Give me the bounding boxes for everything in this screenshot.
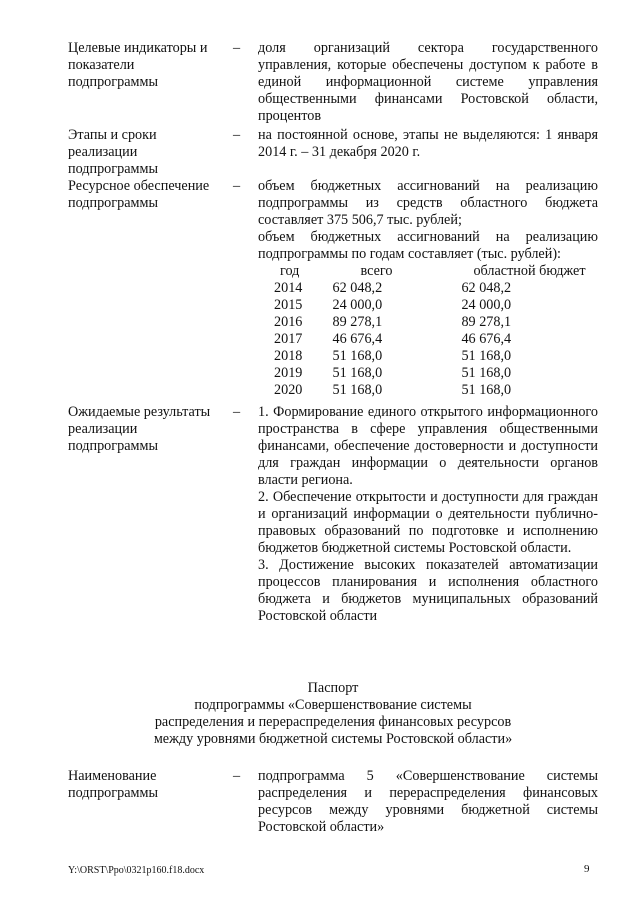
cell-total: 51 168,0 [332, 348, 383, 364]
row-value: доля организаций сектора государственного управления, которые обеспечены доступом к работе в единой информационной системе управления общественными финансами Ростовской области, процентов [258, 40, 598, 124]
funding-table [274, 263, 598, 399]
cell-year: 2017 [274, 331, 303, 347]
cell-total: 62 048,2 [332, 280, 383, 296]
cell-regional: 89 278,1 [461, 314, 512, 330]
cell-year: 2019 [274, 365, 303, 381]
cell-regional: 51 168,0 [461, 382, 512, 398]
column-header-total: всего [360, 263, 393, 279]
cell-regional: 46 676,4 [461, 331, 512, 347]
row-dash: – [233, 178, 241, 194]
row-dash: – [233, 40, 241, 56]
cell-regional: 51 168,0 [461, 365, 512, 381]
row-stages-terms [68, 127, 598, 177]
row-dash: – [233, 768, 241, 784]
cell-year: 2018 [274, 348, 303, 364]
expected-result-item: 1. Формирование единого открытого информационного пространства в сфере управления общественными финансами, обеспечение достоверности и доступности для граждан информации о деятельности органов власти региона. [258, 404, 598, 488]
cell-regional: 51 168,0 [461, 348, 512, 364]
cell-year: 2020 [274, 382, 303, 398]
table-row [274, 314, 598, 331]
row-target-indicators [68, 40, 598, 126]
footer-file-path: Y:\ORST\Ppo\0321p160.f18.docx [68, 865, 205, 876]
row-label: Целевые индикаторы и показатели подпрограммы [68, 40, 208, 90]
funding-by-year-text: объем бюджетных ассигнований на реализацию подпрограммы по годам составляет (тыс. рублей): [258, 229, 598, 262]
passport-title: Паспорт [307, 680, 359, 696]
row-label: Наименование подпрограммы [68, 768, 158, 801]
row-subprogram-name [68, 768, 598, 838]
cell-year: 2014 [274, 280, 303, 296]
row-expected-results [68, 404, 598, 664]
expected-result-item: 3. Достижение высоких показателей автоматизации процессов планирования и исполнения областного бюджета и бюджетов муниципальных образований Ростовской области [258, 557, 598, 624]
row-label: Этапы и сроки реализации подпрограммы [68, 127, 158, 177]
row-resource-provision [68, 178, 598, 403]
cell-regional: 24 000,0 [461, 297, 512, 313]
column-header-year: год [280, 263, 300, 279]
passport-subtitle-line: подпрограммы «Совершенствование системы [194, 697, 472, 713]
funding-table-header [274, 263, 598, 280]
cell-regional: 62 048,2 [461, 280, 512, 296]
table-row [274, 331, 598, 348]
passport-subtitle-line: между уровнями бюджетной системы Ростовской области» [153, 731, 513, 747]
passport-heading [68, 680, 598, 748]
table-row [274, 297, 598, 314]
row-dash: – [233, 404, 241, 420]
cell-total: 46 676,4 [332, 331, 383, 347]
table-row [274, 348, 598, 365]
expected-result-item: 2. Обеспечение открытости и доступности для граждан и организаций информации о деятельности публично-правовых образований по подготовке и исполнению бюджетов бюджетной системы Ростовской области. [258, 489, 598, 556]
column-header-regional-budget: областной бюджет [473, 263, 586, 279]
row-dash: – [233, 127, 241, 143]
table-row [274, 382, 598, 399]
cell-total: 51 168,0 [332, 365, 383, 381]
table-row [274, 365, 598, 382]
row-value: подпрограмма 5 «Совершенствование системы распределения и перераспределения финансовых ресурсов между уровнями бюджетной системы Ростовской области» [258, 768, 598, 835]
cell-total: 51 168,0 [332, 382, 383, 398]
row-value: на постоянной основе, этапы не выделяются: 1 января 2014 г. – 31 декабря 2020 г. [258, 127, 598, 160]
cell-year: 2015 [274, 297, 303, 313]
cell-total: 89 278,1 [332, 314, 383, 330]
cell-total: 24 000,0 [332, 297, 383, 313]
cell-year: 2016 [274, 314, 303, 330]
row-label: Ресурсное обеспечение подпрограммы [68, 178, 210, 211]
row-value [258, 404, 598, 625]
page-number: 9 [584, 863, 590, 875]
table-row [274, 280, 598, 297]
row-value [258, 178, 598, 399]
funding-total-text: объем бюджетных ассигнований на реализацию подпрограммы из средств областного бюджета составляет 375 506,7 тыс. рублей; [258, 178, 598, 228]
passport-subtitle-line: распределения и перераспределения финансовых ресурсов [154, 714, 512, 730]
row-label: Ожидаемые результаты реализации подпрограммы [68, 404, 211, 454]
